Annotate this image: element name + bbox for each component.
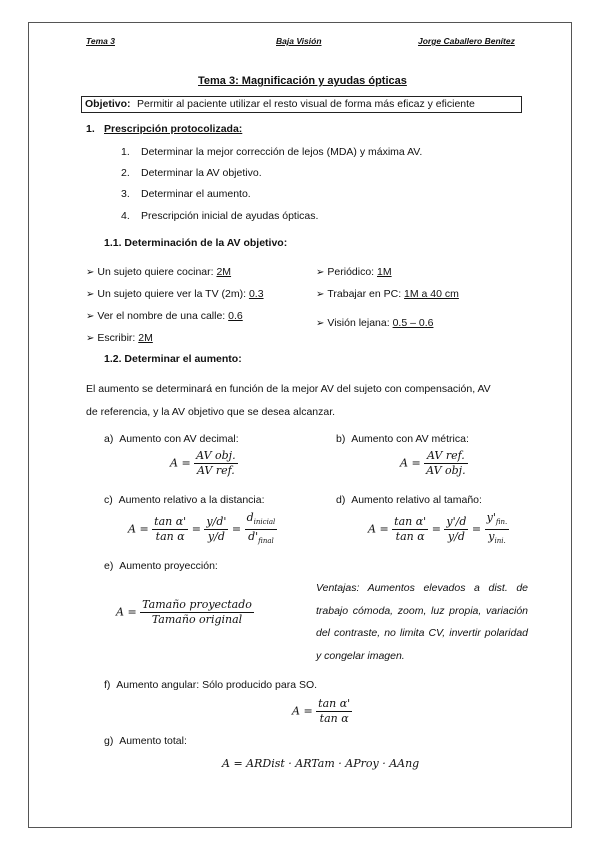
list-item: ➢ Trabajar en PC: 1M a 40 cm bbox=[316, 288, 459, 300]
step-number: 1. bbox=[121, 146, 130, 158]
subsection-1-1-title: 1.1. Determinación de la AV objetivo: bbox=[104, 237, 288, 249]
list-item: ➢ Visión lejana: 0.5 – 0.6 bbox=[316, 317, 434, 329]
list-item: ➢ Un sujeto quiere ver la TV (2m): 0.3 bbox=[86, 288, 264, 300]
ventajas-note: Ventajas: Aumentos elevados a dist. de trabajo cómoda, zoom, luz propia, variación del contraste, no limita CV, invertir polaridad y congelar imagen. bbox=[316, 582, 528, 662]
objective-label: Objetivo: bbox=[85, 98, 131, 110]
header-left: Tema 3 bbox=[86, 36, 115, 46]
arrow-icon: ➢ bbox=[316, 289, 325, 300]
arrow-icon: ➢ bbox=[86, 267, 95, 278]
arrow-icon: ➢ bbox=[316, 267, 325, 278]
list-item: ➢ Ver el nombre de una calle: 0.6 bbox=[86, 310, 243, 322]
arrow-icon: ➢ bbox=[86, 311, 95, 322]
header-center: Baja Visión bbox=[276, 36, 322, 46]
formula-f: A = $\frac{\text{tan α'}}{\text{tan α}}$ bbox=[292, 697, 351, 725]
formula-b: A = $\frac{\text{AV ref.}}{\text{AV obj.}}$ bbox=[400, 449, 466, 477]
item-f: f) Aumento angular: Sólo producido para SO. bbox=[104, 679, 318, 691]
arrow-icon: ➢ bbox=[316, 318, 325, 329]
step-text: Determinar la AV objetivo. bbox=[141, 167, 262, 179]
subsection-1-2-title: 1.2. Determinar el aumento: bbox=[104, 353, 242, 365]
formula-e: A = $\frac{\text{Tamaño proyectado}}{\text{Tamaño original}}$ bbox=[116, 598, 252, 626]
step-text: Determinar la mejor corrección de lejos (MDA) y máxima AV. bbox=[141, 146, 423, 158]
formula-a: A = $\frac{\text{AV obj.}}{\text{AV ref.}}$ bbox=[170, 449, 236, 477]
step-text: Prescripción inicial de ayudas ópticas. bbox=[141, 210, 319, 222]
page-title: Tema 3: Magnificación y ayudas ópticas bbox=[198, 75, 407, 87]
list-item: ➢ Periódico: 1M bbox=[316, 266, 392, 278]
paragraph-line: de referencia, y la AV objetivo que se desea alcanzar. bbox=[86, 406, 336, 418]
item-b: b) Aumento con AV métrica: bbox=[336, 433, 469, 445]
section1-title: Prescripción protocolizada: bbox=[104, 123, 243, 135]
item-g: g) Aumento total: bbox=[104, 735, 187, 747]
item-c: c) Aumento relativo a la distancia: bbox=[104, 494, 265, 506]
arrow-icon: ➢ bbox=[86, 289, 95, 300]
step-number: 3. bbox=[121, 188, 130, 200]
paragraph-line: El aumento se determinará en función de la mejor AV del sujeto con compensación, AV bbox=[86, 383, 491, 395]
formula-c: A = $\frac{\text{tan α'}}{\text{tan α}}$ = $\frac{y/d'}{y/d}$ = $\frac{d_{inicial}}{d'_{final}}$ bbox=[128, 511, 276, 546]
header-right: Jorge Caballero Benítez bbox=[418, 36, 515, 46]
item-d: d) Aumento relativo al tamaño: bbox=[336, 494, 482, 506]
formula-d: A = $\frac{\text{tan α'}}{\text{tan α}}$ = $\frac{y'/d}{y/d}$ = $\frac{y'_{fin.}}{y_{ini.}}$ bbox=[368, 511, 508, 546]
step-text: Determinar el aumento. bbox=[141, 188, 251, 200]
section1-number: 1. bbox=[86, 123, 95, 135]
step-number: 4. bbox=[121, 210, 130, 222]
item-e: e) Aumento proyección: bbox=[104, 560, 218, 572]
formula-g: A = ARDist · ARTam · AProy · AAng bbox=[222, 757, 420, 770]
objective-box bbox=[81, 96, 522, 113]
item-a: a) Aumento con AV decimal: bbox=[104, 433, 239, 445]
objective-text: Permitir al paciente utilizar el resto visual de forma más eficaz y eficiente bbox=[137, 98, 475, 110]
list-item: ➢ Escribir: 2M bbox=[86, 332, 153, 344]
arrow-icon: ➢ bbox=[86, 333, 95, 344]
list-item: ➢ Un sujeto quiere cocinar: 2M bbox=[86, 266, 232, 278]
step-number: 2. bbox=[121, 167, 130, 179]
